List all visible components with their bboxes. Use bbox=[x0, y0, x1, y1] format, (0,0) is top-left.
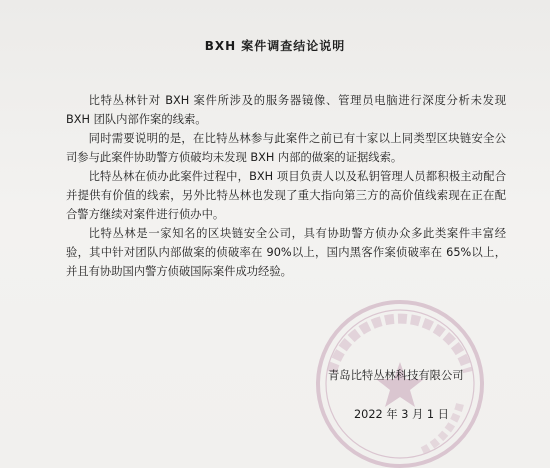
paragraph-1: 比特丛林针对 BXH 案件所涉及的服务器镜像、管理员电脑进行深度分析未发现 BXH 团队内部作案的线索。 bbox=[66, 94, 506, 126]
paragraph-4: 比特丛林是一家知名的区块链安全公司，具有协助警方侦办众多此类案件丰富经验，其中针对团队内部做案的侦破率在 90%以上，国内黑客作案侦破率在 65%以上，并且有协助国内警方侦破国际案件成功经验。 bbox=[66, 227, 506, 278]
paragraph-3: 比特丛林在侦办此案件过程中，BXH 项目负责人以及私钥管理人员都积极主动配合并提供有价值的线索，另外比特丛林也发现了重大指向第三方的高价值线索现在正在配合警方继续对案件进行侦办中。 bbox=[66, 170, 506, 221]
document-title: BXH 案件调查结论说明 bbox=[204, 39, 346, 53]
document-body bbox=[66, 91, 506, 281]
paragraph-2: 同时需要说明的是，在比特丛林参与此案件之前已有十家以上同类型区块链安全公司参与此案件协助警方侦破均未发现 BXH 内部的做案的证据线索。 bbox=[66, 132, 506, 164]
company-name: 青岛比特丛林科技有限公司 bbox=[328, 369, 464, 382]
document-date: 2022 年 3 月 1 日 bbox=[354, 408, 449, 421]
